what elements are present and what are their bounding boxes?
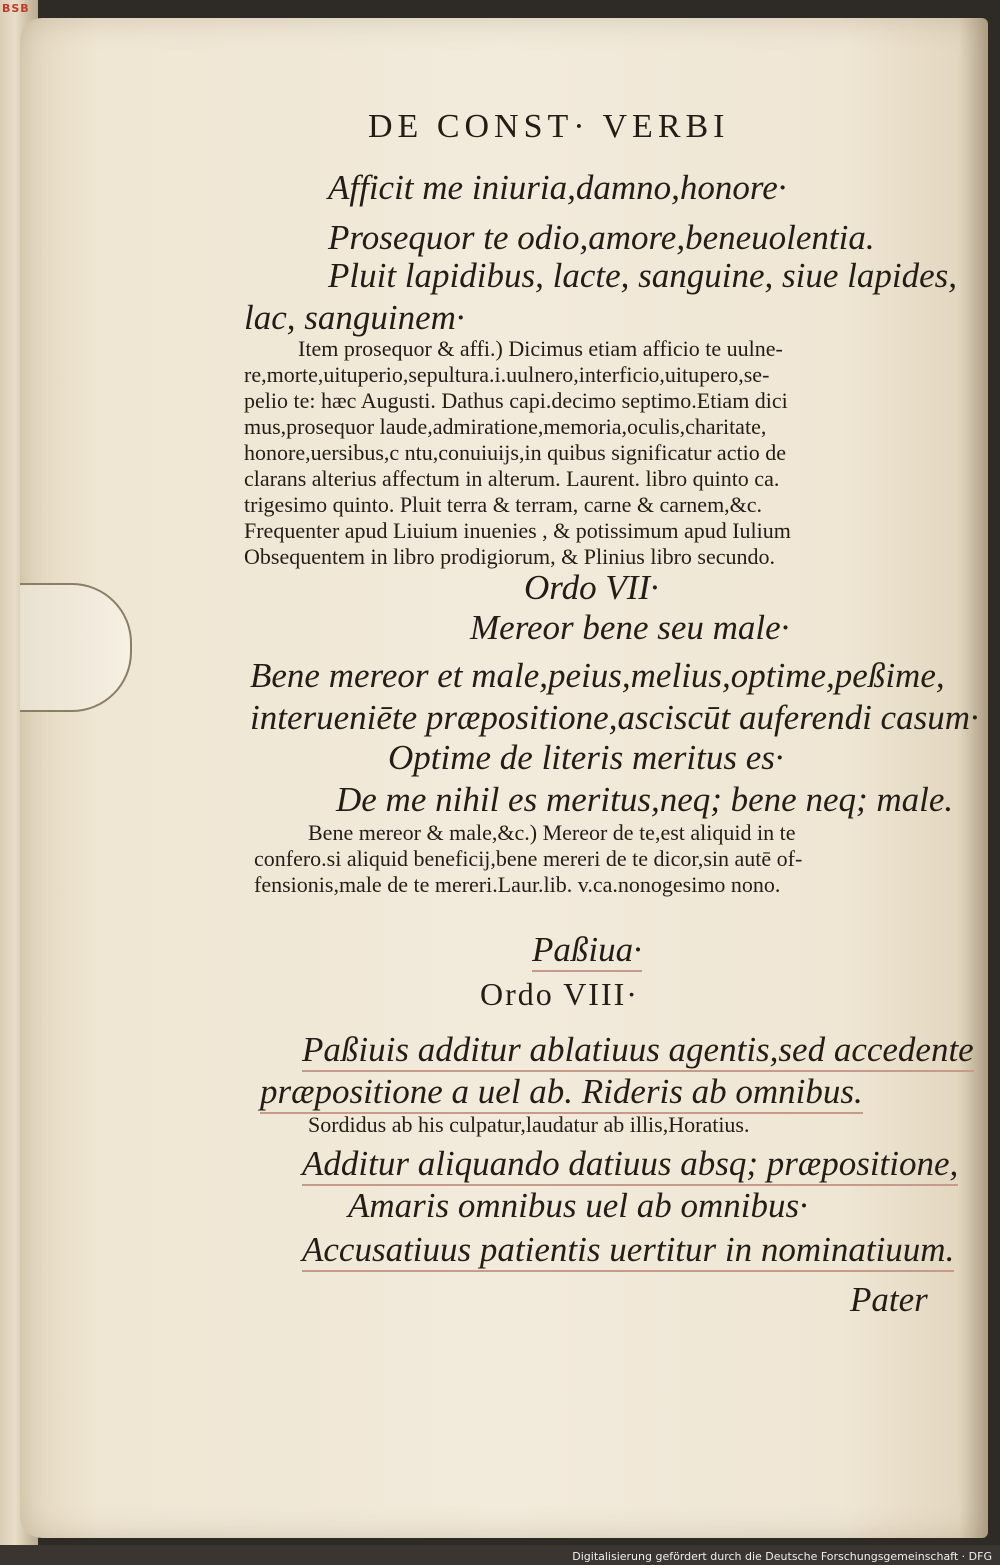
text-line: Optime de literis meritus es· (388, 738, 784, 777)
text-line: De me nihil es meritus,neq; bene neq; male. (336, 780, 954, 819)
text-line: trigesimo quinto. Pluit terra & terram, carne & carnem,&c. (244, 492, 763, 517)
rule-heading: Mereor bene seu male· (470, 608, 790, 647)
footer-credit: Digitalisierung gefördert durch die Deutsche Forschungsgemeinschaft · DFG (572, 1550, 992, 1563)
text-line: Bene mereor et male,peius,melius,optime,peßime, (250, 656, 945, 695)
section-heading: Ordo VII· (524, 568, 659, 607)
text-line: Additur aliquando datiuus absq; præpositione, (302, 1144, 958, 1186)
text-line: interueniēte præpositione,asciscūt auferendi casum· (250, 698, 979, 737)
text-line: Pluit lapidibus, lacte, sanguine, siue lapides, (328, 256, 957, 295)
text-line: Accusatiuus patientis uertitur in nominatiuum. (302, 1230, 954, 1272)
text-line: Frequenter apud Liuium inuenies , & potissimum apud Iulium (244, 518, 791, 543)
section-heading: Ordo VIII· (480, 976, 639, 1012)
bookmark-tab (20, 583, 132, 712)
text-line: pelio te: hæc Augusti. Dathus capi.decimo septimo.Etiam dici (244, 388, 788, 413)
text-line: fensionis,male de te mereri.Laur.lib. v.ca.nonogesimo nono. (254, 872, 781, 897)
text-line: Afficit me iniuria,damno,honore· (328, 168, 787, 207)
text-line: lac, sanguinem· (244, 298, 465, 337)
text-line: Prosequor te odio,amore,beneuolentia. (328, 218, 875, 257)
text-line: confero.si aliquid beneficij,bene mereri de te dicor,sin autē of- (254, 846, 803, 871)
text-line: Obsequentem in libro prodigiorum, & Plinius libro secundo. (244, 544, 776, 569)
text-line: Amaris omnibus uel ab omnibus· (348, 1186, 808, 1225)
text-line: mus,prosequor laude,admiratione,memoria,oculis,charitate, (244, 414, 767, 439)
catchword: Pater (850, 1280, 928, 1319)
text-line: Paßiuis additur ablatiuus agentis,sed accedente (302, 1030, 974, 1072)
running-header: DE CONST· VERBI (368, 108, 730, 145)
library-mark: BSB (2, 2, 30, 15)
text-line: Sordidus ab his culpatur,laudatur ab illis,Horatius. (308, 1112, 750, 1137)
text-line: Item prosequor & affi.) Dicimus etiam afficio te uulne- (298, 336, 783, 361)
text-line: Bene mereor & male,&c.) Mereor de te,est aliquid in te (308, 820, 796, 845)
text-line: clarans alterius affectum in alterum. Laurent. libro quinto ca. (244, 466, 780, 491)
section-heading: Paßiua· (532, 930, 642, 972)
text-line: honore,uersibus,c ntu,conuiuijs,in quibus significatur actio de (244, 440, 786, 465)
text-line: re,morte,uituperio,sepultura.i.uulnero,interficio,uitupero,se- (244, 362, 770, 387)
text-line: præpositione a uel ab. Rideris ab omnibus. (260, 1072, 863, 1114)
